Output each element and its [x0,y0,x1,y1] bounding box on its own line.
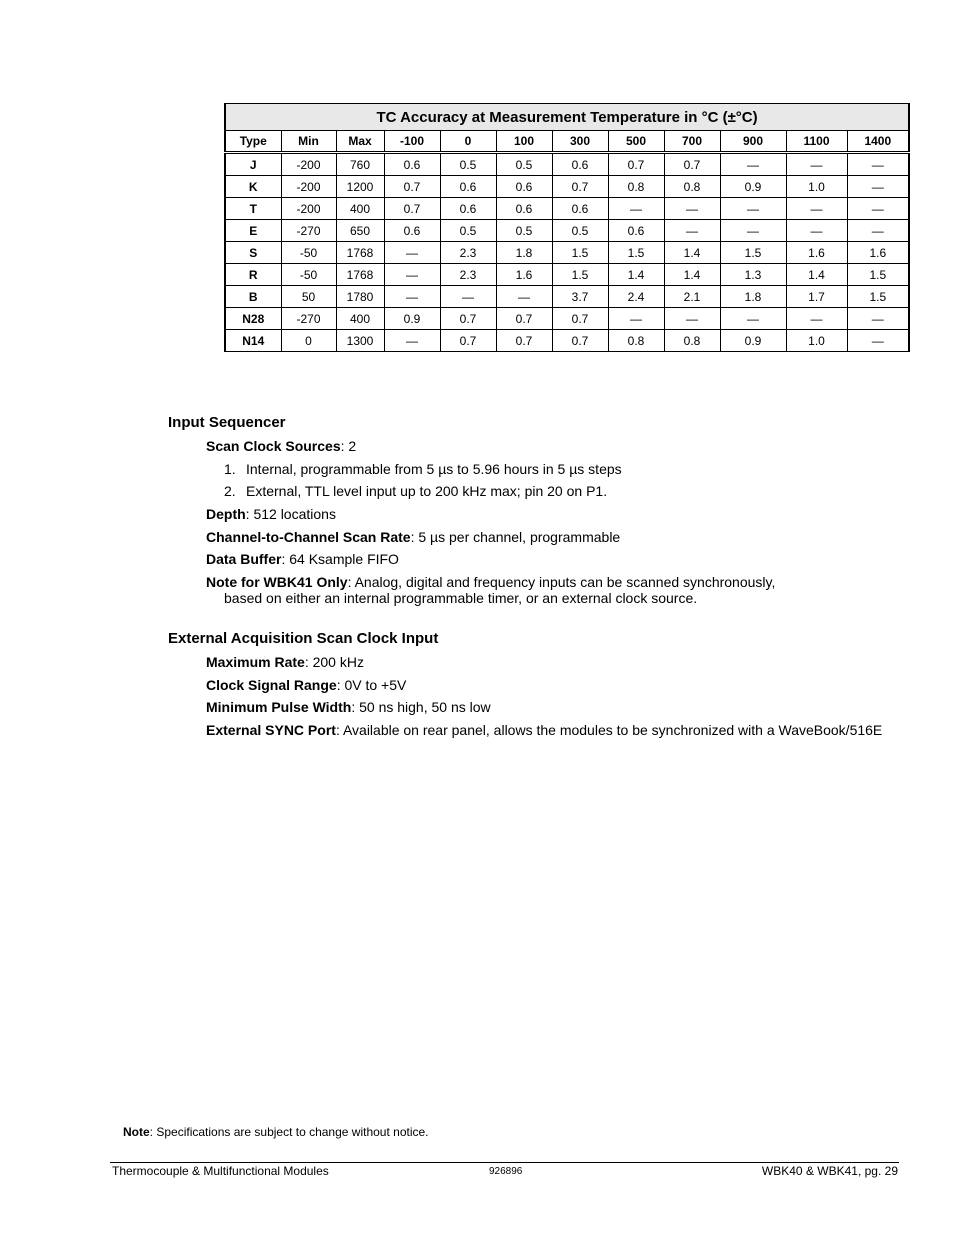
table-cell: 1.5 [552,264,608,286]
table-cell: 1.8 [720,286,786,308]
max-rate-value: : 200 kHz [304,654,364,670]
table-cell: 0.6 [440,198,496,220]
wbk41-note-continued: based on either an internal programmable timer, or an external clock source. [224,590,698,606]
sync-port-label: External SYNC Port [206,722,336,738]
table-header-cell: 300 [552,131,608,153]
table-cell: 1.7 [786,286,847,308]
table-cell: -50 [281,264,336,286]
table-cell-type: E [225,220,281,242]
data-buffer-value: : 64 Ksample FIFO [281,551,399,567]
list-item-number: 2. [224,483,236,499]
footer-left: Thermocouple & Multifunctional Modules [112,1164,329,1178]
table-cell: 0.5 [496,153,552,176]
table-cell: 3.7 [552,286,608,308]
table-cell: 1.8 [496,242,552,264]
table-cell: 0.7 [496,308,552,330]
table-cell-type: J [225,153,281,176]
table-cell: 1.3 [720,264,786,286]
table-cell: — [847,198,909,220]
table-cell: 1.0 [786,330,847,352]
table-cell: 0.6 [496,198,552,220]
max-rate-spec [206,654,364,670]
table-cell: 0.7 [440,308,496,330]
table-cell: 0.5 [496,220,552,242]
table-cell: 400 [336,198,384,220]
tc-accuracy-table [224,103,910,352]
pulse-width-spec [206,699,491,715]
table-title: TC Accuracy at Measurement Temperature in °C (±°C) [225,104,909,131]
list-item-text: Internal, programmable from 5 µs to 5.96 hours in 5 µs steps [246,461,622,477]
table-cell: 0.7 [552,308,608,330]
table-cell: — [847,330,909,352]
table-cell: 2.3 [440,242,496,264]
table-cell: — [384,286,440,308]
table-row [225,330,909,352]
table-cell: 1.4 [786,264,847,286]
table-cell: 0.7 [664,153,720,176]
table-cell: 0.7 [440,330,496,352]
wbk41-note [206,574,775,590]
table-cell: 400 [336,308,384,330]
table-header-cell: Type [225,131,281,153]
table-cell: 1780 [336,286,384,308]
table-row [225,264,909,286]
wbk41-note-value: : Analog, digital and frequency inputs can be scanned synchronously, [347,574,776,590]
depth-label: Depth [206,506,246,522]
table-cell: — [496,286,552,308]
table-header-cell: 100 [496,131,552,153]
table-cell: — [608,198,664,220]
table-cell: 0.6 [384,153,440,176]
list-item [224,461,622,477]
clock-range-spec [206,677,406,693]
note-label: Note [123,1125,150,1139]
clock-range-label: Clock Signal Range [206,677,337,693]
table-cell: — [664,308,720,330]
table-cell: 2.3 [440,264,496,286]
list-item-number: 1. [224,461,236,477]
table-cell: — [847,308,909,330]
table-cell: 0.7 [496,330,552,352]
table-cell: 1.5 [552,242,608,264]
footer-center: 926896 [489,1166,523,1177]
table-cell: 0.9 [384,308,440,330]
table-body [225,153,909,352]
table-cell: -200 [281,176,336,198]
table-cell: 1.5 [847,286,909,308]
table-cell: -270 [281,308,336,330]
table-cell: 0.8 [608,330,664,352]
pulse-width-label: Minimum Pulse Width [206,699,352,715]
table-cell: — [608,308,664,330]
table-cell: 0 [281,330,336,352]
table-cell: 0.7 [552,176,608,198]
max-rate-label: Maximum Rate [206,654,305,670]
table-row [225,286,909,308]
table-cell: — [786,220,847,242]
table-cell: 1.4 [664,242,720,264]
table-cell: 2.4 [608,286,664,308]
table-header-cell: Min [281,131,336,153]
depth-spec [206,506,336,522]
table-cell: 0.9 [720,330,786,352]
scan-clock-value: : 2 [340,438,357,454]
table-cell-type: K [225,176,281,198]
table-cell: — [847,153,909,176]
table-cell-type: N28 [225,308,281,330]
table-cell: — [720,198,786,220]
table-cell: 0.6 [608,220,664,242]
table-cell: 0.6 [552,198,608,220]
clock-range-value: : 0V to +5V [336,677,407,693]
table-cell: 1.5 [720,242,786,264]
table-cell: -50 [281,242,336,264]
table-cell: 1.6 [496,264,552,286]
table-cell: 0.5 [440,153,496,176]
table-cell: 0.6 [552,153,608,176]
data-buffer-label: Data Buffer [206,551,282,567]
table-cell: 2.1 [664,286,720,308]
table-cell: — [664,220,720,242]
table-cell: 0.7 [384,198,440,220]
table-cell-type: N14 [225,330,281,352]
table-cell: — [440,286,496,308]
table-cell: 1.5 [847,264,909,286]
table-cell: 0.7 [384,176,440,198]
table-cell: 0.8 [608,176,664,198]
table-cell: 760 [336,153,384,176]
table-cell-type: B [225,286,281,308]
table-cell: 1200 [336,176,384,198]
table-header-cell: 700 [664,131,720,153]
table-cell: 1.6 [786,242,847,264]
spec-change-note [123,1125,429,1139]
table-header-cell: -100 [384,131,440,153]
table-cell: — [847,220,909,242]
table-cell: — [786,308,847,330]
table-cell: — [384,264,440,286]
table-cell: 50 [281,286,336,308]
scan-clock-label: Scan Clock Sources [206,438,341,454]
table-header-cell: 1100 [786,131,847,153]
table-cell: 1300 [336,330,384,352]
table-cell: -200 [281,198,336,220]
table-header-cell: 900 [720,131,786,153]
table-header-row [225,131,909,153]
table-cell: — [847,176,909,198]
table-cell: — [664,198,720,220]
table-cell: 1768 [336,264,384,286]
table-cell: 1768 [336,242,384,264]
table-cell: — [786,198,847,220]
table-row [225,153,909,176]
table-header-cell: 1400 [847,131,909,153]
table-header-cell: 500 [608,131,664,153]
table-row [225,220,909,242]
table-cell: 0.6 [384,220,440,242]
wbk41-note-label: Note for WBK41 Only [206,574,348,590]
table-row [225,308,909,330]
table-row [225,198,909,220]
external-clock-heading: External Acquisition Scan Clock Input [168,630,439,647]
channel-scan-rate-label: Channel-to-Channel Scan Rate [206,529,411,545]
input-sequencer-heading: Input Sequencer [168,414,286,431]
table-cell: 0.6 [440,176,496,198]
table-cell-type: R [225,264,281,286]
table-cell: 0.7 [552,330,608,352]
list-item-text: External, TTL level input up to 200 kHz max; pin 20 on P1. [246,483,608,499]
table-cell: — [720,153,786,176]
scan-clock-sources [206,438,356,454]
table-cell-type: T [225,198,281,220]
depth-value: : 512 locations [245,506,336,522]
list-item [224,483,607,499]
table-cell: 0.9 [720,176,786,198]
note-text: : Specifications are subject to change without notice. [149,1125,429,1139]
table-cell: 1.0 [786,176,847,198]
table-cell: 650 [336,220,384,242]
table-cell: 0.5 [552,220,608,242]
table-cell: 0.8 [664,176,720,198]
table-row [225,242,909,264]
table-cell: 1.5 [608,242,664,264]
pulse-width-value: : 50 ns high, 50 ns low [351,699,491,715]
data-buffer-spec [206,551,399,567]
table-cell: -270 [281,220,336,242]
table-cell: — [720,220,786,242]
table-cell: -200 [281,153,336,176]
table-header-cell: Max [336,131,384,153]
footer-right: WBK40 & WBK41, pg. 29 [761,1164,898,1178]
table-cell: 0.6 [496,176,552,198]
table-cell-type: S [225,242,281,264]
table-cell: 1.6 [847,242,909,264]
table-row [225,176,909,198]
table-cell: 1.4 [664,264,720,286]
table-cell: — [384,330,440,352]
footer-divider [110,1162,899,1163]
table-cell: 0.5 [440,220,496,242]
table-cell: — [786,153,847,176]
sync-port-spec [206,722,882,738]
table-cell: 0.8 [664,330,720,352]
channel-scan-rate-value: : 5 µs per channel, programmable [410,529,621,545]
table-cell: 0.7 [608,153,664,176]
channel-scan-rate-spec [206,529,620,545]
table-header-cell: 0 [440,131,496,153]
table-cell: 1.4 [608,264,664,286]
table-cell: — [384,242,440,264]
sync-port-value: : Available on rear panel, allows the modules to be synchronized with a WaveBook/516E [335,722,883,738]
table-cell: — [720,308,786,330]
